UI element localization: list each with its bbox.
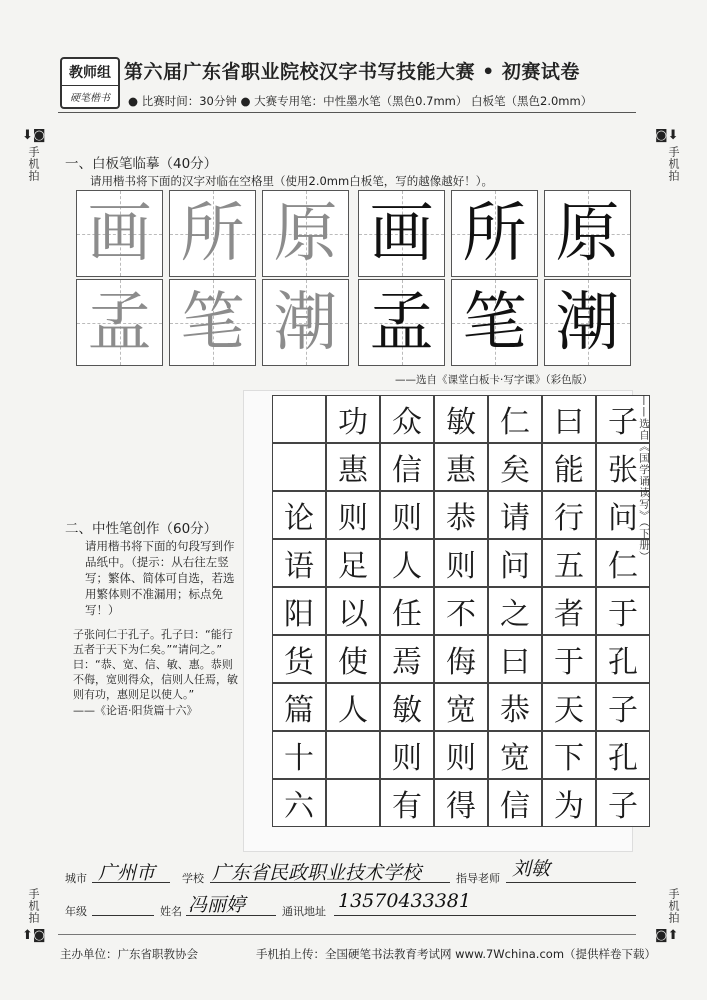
section2-quote	[73, 627, 243, 718]
side-label-top-right: 手机拍	[667, 146, 680, 182]
work-cell[interactable]: 侮	[434, 635, 488, 683]
side-label-bottom-left: 手机拍	[27, 888, 40, 924]
model-cell	[76, 190, 163, 277]
work-cell[interactable]	[272, 395, 326, 443]
section1-instruction: 请用楷书将下面的汉字对临在空格里（使用2.0mm白板笔，写的越像越好！）。	[90, 174, 493, 188]
quote-text: 子张问仁于孔子。孔子曰：“能行五者于天下为仁矣。”“请问之。” 曰：“恭、宽、信、敏、惠。恭则不侮，宽则得众，信则人任焉，敏则有功，惠则足以使人。”	[73, 628, 238, 701]
school-label: 学校	[182, 872, 204, 885]
work-cell[interactable]: 天	[542, 683, 596, 731]
work-cell[interactable]: 则	[380, 731, 434, 779]
model-char: 潮	[273, 285, 338, 360]
work-cell[interactable]: 则	[434, 539, 488, 587]
work-cell[interactable]: 孔	[596, 731, 650, 779]
school-field[interactable]	[210, 862, 450, 883]
camera-icon: ◙⬆	[655, 928, 679, 943]
work-cell[interactable]: 信	[380, 443, 434, 491]
organizer-text: 主办单位：广东省职教协会	[60, 947, 198, 961]
side-label-top-left: 手机拍	[27, 146, 40, 182]
name-label: 姓名	[160, 905, 182, 918]
address-label: 通讯地址	[282, 905, 326, 918]
copied-char: 潮	[555, 285, 620, 360]
work-cell[interactable]	[272, 443, 326, 491]
school-value: 广东省民政职业技术学校	[212, 862, 422, 884]
copy-cell[interactable]	[544, 279, 631, 366]
section2-instruction: 请用楷书将下面的句段写到作品纸中。（提示：从右往左竖写；繁体、简体可自选，若选用繁体则不准漏用；标点免写！）	[85, 539, 235, 617]
section1-heading: 一、白板笔临摹（40分）	[65, 156, 218, 172]
work-cell[interactable]: 惠	[326, 443, 380, 491]
work-cell[interactable]	[326, 779, 380, 827]
work-cell[interactable]: 能	[542, 443, 596, 491]
camera-icon: ⬇◙	[22, 128, 46, 143]
pen-type-badge-label: 硬笔楷书	[70, 93, 110, 104]
exam-title: 第六届广东省职业院校汉字书写技能大赛 • 初赛试卷	[124, 61, 580, 83]
model-cell	[76, 279, 163, 366]
work-cell[interactable]: 信	[488, 779, 542, 827]
work-cell[interactable]: 仁	[488, 395, 542, 443]
copy-cell[interactable]	[451, 279, 538, 366]
teacher-field[interactable]	[506, 862, 636, 883]
work-cell[interactable]: 人	[380, 539, 434, 587]
work-cell[interactable]: 于	[596, 587, 650, 635]
work-cell[interactable]: 则	[326, 491, 380, 539]
copied-char: 孟	[369, 285, 434, 360]
city-label: 城市	[65, 872, 87, 885]
copy-cell[interactable]	[358, 190, 445, 277]
work-cell[interactable]: 则	[380, 491, 434, 539]
model-char: 孟	[87, 285, 152, 360]
work-cell[interactable]: 十	[272, 731, 326, 779]
work-cell[interactable]: 五	[542, 539, 596, 587]
work-cell[interactable]: 足	[326, 539, 380, 587]
work-cell[interactable]: 有	[380, 779, 434, 827]
name-field[interactable]	[186, 895, 276, 916]
work-cell[interactable]: 子	[596, 683, 650, 731]
work-cell[interactable]: 矣	[488, 443, 542, 491]
section2-vertical-source: ——选自《国学诵读写》（下册）	[638, 395, 650, 563]
work-cell[interactable]: 之	[488, 587, 542, 635]
model-char: 原	[273, 196, 338, 271]
work-cell[interactable]: 论	[272, 491, 326, 539]
work-cell[interactable]: 宽	[434, 683, 488, 731]
work-cell[interactable]	[326, 731, 380, 779]
model-cell	[169, 190, 256, 277]
footer-divider	[58, 934, 636, 935]
address-value: 13570433381	[338, 890, 471, 912]
section2-heading: 二、中性笔创作（60分）	[65, 521, 218, 537]
header-divider	[58, 112, 636, 113]
model-char: 画	[87, 196, 152, 271]
work-cell[interactable]: 问	[488, 539, 542, 587]
teacher-value: 刘敏	[512, 858, 551, 880]
copied-char: 原	[555, 196, 620, 271]
work-cell[interactable]: 曰	[488, 635, 542, 683]
work-cell[interactable]: 焉	[380, 635, 434, 683]
camera-icon: ⬆◙	[22, 928, 46, 943]
section1-source: ——选自《课堂白板卡·写字课》（彩色版）	[395, 374, 593, 386]
work-cell[interactable]: 阳	[272, 587, 326, 635]
work-cell[interactable]: 请	[488, 491, 542, 539]
work-cell[interactable]: 子	[596, 779, 650, 827]
work-cell[interactable]: 为	[542, 779, 596, 827]
work-cell[interactable]: 货	[272, 635, 326, 683]
work-cell[interactable]: 惠	[434, 443, 488, 491]
exam-subtitle: ● 比赛时间：30分钟 ● 大赛专用笔：中性墨水笔（黑色0.7mm） 白板笔（黑色2.0mm）	[128, 94, 593, 108]
city-value: 广州市	[98, 862, 156, 884]
work-cell[interactable]: 敏	[434, 395, 488, 443]
group-badge	[60, 57, 120, 109]
work-cell[interactable]: 者	[542, 587, 596, 635]
quote-source: ——《论语·阳货篇十六》	[73, 704, 198, 717]
work-cell[interactable]: 恭	[434, 491, 488, 539]
work-cell[interactable]: 则	[434, 731, 488, 779]
work-cell[interactable]: 篇	[272, 683, 326, 731]
grade-label: 年级	[65, 905, 87, 918]
work-cell[interactable]: 仁	[596, 539, 650, 587]
model-char: 笔	[180, 285, 245, 360]
copy-cell[interactable]	[544, 190, 631, 277]
work-cell[interactable]: 六	[272, 779, 326, 827]
name-value: 冯丽婷	[188, 894, 246, 916]
copy-cell[interactable]	[358, 279, 445, 366]
work-cell[interactable]: 曰	[542, 395, 596, 443]
work-cell[interactable]: 得	[434, 779, 488, 827]
work-cell[interactable]: 敏	[380, 683, 434, 731]
work-cell[interactable]: 不	[434, 587, 488, 635]
work-cell[interactable]: 张	[596, 443, 650, 491]
grade-field[interactable]	[92, 895, 154, 916]
work-cell[interactable]: 以	[326, 587, 380, 635]
work-cell[interactable]: 子	[596, 395, 650, 443]
copied-char: 笔	[462, 285, 527, 360]
copy-cell[interactable]	[451, 190, 538, 277]
model-cell	[169, 279, 256, 366]
upload-text: 手机拍上传：全国硬笔书法教育考试网 www.7Wchina.com（提供样卷下载）	[256, 947, 657, 961]
work-cell[interactable]: 功	[326, 395, 380, 443]
work-cell[interactable]: 下	[542, 731, 596, 779]
side-label-bottom-right: 手机拍	[667, 888, 680, 924]
group-badge-label: 教师组	[62, 59, 118, 86]
work-cell[interactable]: 众	[380, 395, 434, 443]
model-char: 所	[180, 196, 245, 271]
city-field[interactable]	[92, 862, 170, 883]
work-cell[interactable]: 宽	[488, 731, 542, 779]
work-cell[interactable]: 孔	[596, 635, 650, 683]
address-field[interactable]	[334, 895, 636, 916]
copied-char: 画	[369, 196, 434, 271]
camera-icon: ◙⬇	[655, 128, 679, 143]
teacher-label: 指导老师	[456, 872, 500, 885]
work-cell[interactable]: 语	[272, 539, 326, 587]
copied-char: 所	[462, 196, 527, 271]
work-cell[interactable]: 使	[326, 635, 380, 683]
model-cell	[262, 279, 349, 366]
work-cell[interactable]: 行	[542, 491, 596, 539]
work-cell[interactable]: 问	[596, 491, 650, 539]
work-cell[interactable]: 人	[326, 683, 380, 731]
work-cell[interactable]: 恭	[488, 683, 542, 731]
model-cell	[262, 190, 349, 277]
work-cell[interactable]: 任	[380, 587, 434, 635]
work-cell[interactable]: 于	[542, 635, 596, 683]
